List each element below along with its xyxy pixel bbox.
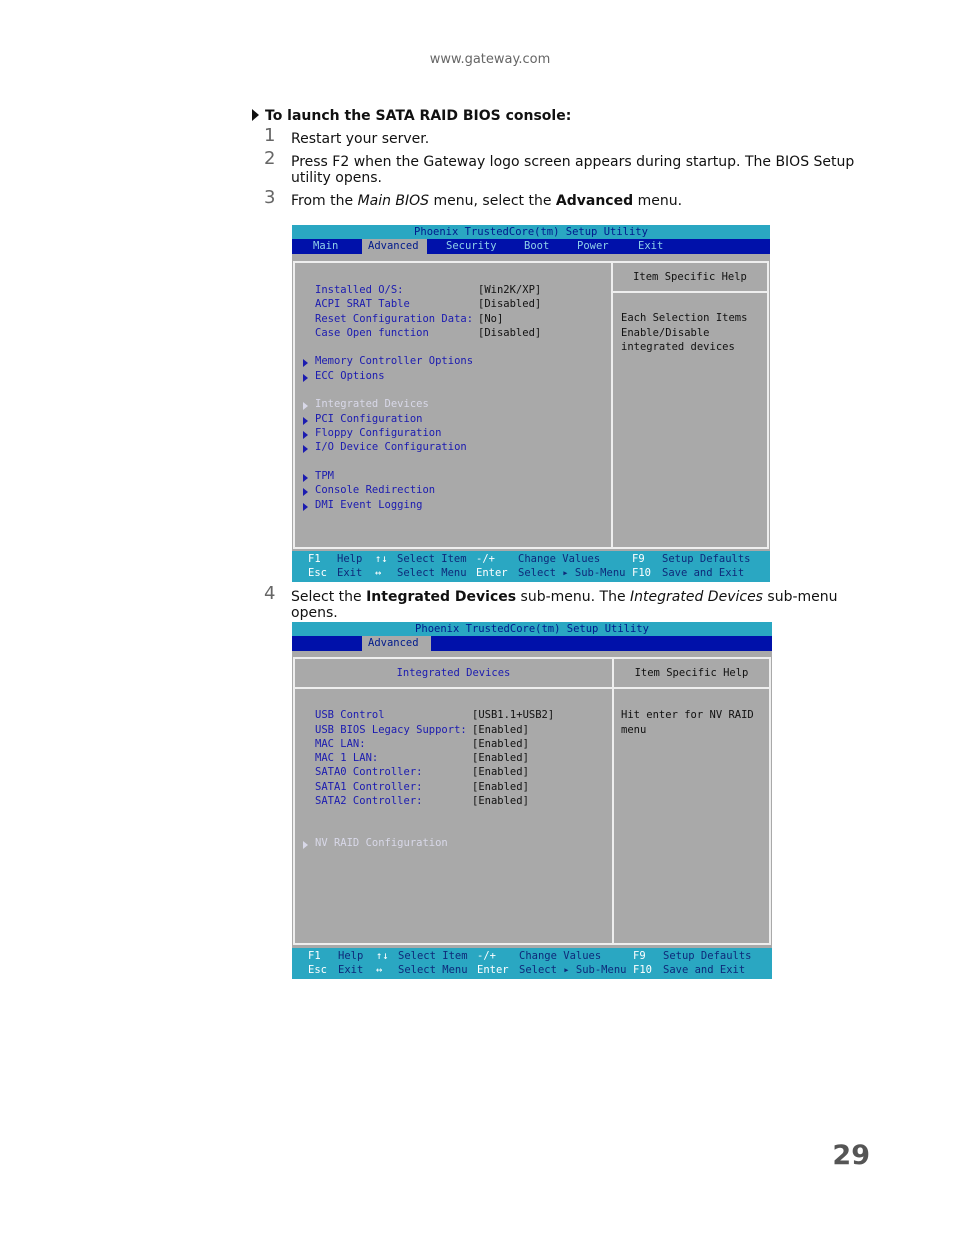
- key-f1: F1: [308, 950, 321, 962]
- bios-key-footer: [292, 948, 772, 979]
- key-esc: Esc: [308, 964, 327, 976]
- submenu-console-redirection[interactable]: Console Redirection: [315, 484, 436, 496]
- submenu-arrow-icon: [303, 841, 308, 849]
- step-number: 3: [264, 187, 276, 208]
- submenu-floppy[interactable]: Floppy Configuration: [315, 427, 442, 439]
- submenu-integrated-devices[interactable]: Integrated Devices: [315, 398, 429, 410]
- key-desc: Select ▸ Sub-Menu: [518, 567, 626, 579]
- submenu-arrow-icon: [303, 503, 308, 511]
- setting-label[interactable]: MAC 1 LAN:: [315, 752, 379, 764]
- menu-boot[interactable]: Boot: [524, 240, 550, 252]
- submenu-ecc[interactable]: ECC Options: [315, 370, 385, 382]
- setting-value[interactable]: [Disabled]: [478, 298, 542, 310]
- submenu-arrow-icon: [303, 445, 308, 453]
- submenu-io-device[interactable]: I/O Device Configuration: [315, 441, 467, 453]
- key-minus-plus: -/+: [477, 950, 496, 962]
- help-panel: [612, 657, 771, 945]
- setting-value[interactable]: [Enabled]: [472, 766, 529, 778]
- submenu-arrow-icon: [303, 402, 308, 410]
- menu-main[interactable]: Main: [313, 240, 339, 252]
- submenu-arrow-icon: [303, 374, 308, 382]
- submenu-dmi-event[interactable]: DMI Event Logging: [315, 499, 423, 511]
- key-desc: Exit: [337, 567, 363, 579]
- key-enter: Enter: [477, 964, 509, 976]
- menu-security[interactable]: Security: [446, 240, 497, 252]
- bios-key-footer: [292, 551, 770, 582]
- submenu-memory-controller[interactable]: Memory Controller Options: [315, 355, 474, 367]
- bios-menu-bar: [292, 239, 770, 254]
- setting-label[interactable]: SATA1 Controller:: [315, 781, 423, 793]
- setting-label[interactable]: MAC LAN:: [315, 738, 366, 750]
- settings-panel: [293, 657, 614, 945]
- key-desc: Select Menu: [397, 567, 467, 579]
- key-enter: Enter: [476, 567, 508, 579]
- menu-advanced[interactable]: Advanced: [362, 239, 427, 254]
- setting-value[interactable]: [Enabled]: [472, 795, 529, 807]
- setting-label[interactable]: SATA0 Controller:: [315, 766, 423, 778]
- step-number: 2: [264, 148, 276, 169]
- key-desc: Select Menu: [398, 964, 468, 976]
- menu-exit[interactable]: Exit: [638, 240, 664, 252]
- key-desc: Select Item: [398, 950, 468, 962]
- key-desc: Setup Defaults: [663, 950, 752, 962]
- submenu-arrow-icon: [303, 488, 308, 496]
- key-arrows-updown: ↑↓: [375, 553, 388, 565]
- key-minus-plus: -/+: [476, 553, 495, 565]
- setting-value[interactable]: [Enabled]: [472, 738, 529, 750]
- bios-menu-bar: [292, 636, 772, 651]
- setting-label[interactable]: Case Open function: [315, 327, 429, 339]
- triangle-bullet-icon: [252, 109, 259, 121]
- site-url: www.gateway.com: [429, 52, 551, 67]
- setting-label[interactable]: USB Control: [315, 709, 385, 721]
- key-desc: Setup Defaults: [662, 553, 751, 565]
- help-line: Each Selection Items: [621, 312, 748, 324]
- key-desc: Select Item: [397, 553, 467, 565]
- setting-value[interactable]: [Win2K/XP]: [478, 284, 542, 296]
- setting-value[interactable]: [Enabled]: [472, 781, 529, 793]
- submenu-tpm[interactable]: TPM: [315, 470, 334, 482]
- submenu-nv-raid[interactable]: NV RAID Configuration: [315, 837, 448, 849]
- bios-title: Phoenix TrustedCore(tm) Setup Utility: [292, 225, 770, 239]
- help-panel: [611, 261, 769, 549]
- key-f1: F1: [308, 553, 321, 565]
- step-text: Select the Integrated Devices sub-menu. The Integrated Devices sub-menu opens.: [291, 589, 838, 621]
- setting-label[interactable]: USB BIOS Legacy Support:: [315, 724, 467, 736]
- key-arrows-leftright: ↔: [375, 567, 382, 579]
- page-number: 29: [832, 1140, 870, 1171]
- key-f10: F10: [633, 964, 652, 976]
- key-desc: Select ▸ Sub-Menu: [519, 964, 627, 976]
- key-f9: F9: [632, 553, 645, 565]
- key-desc: Change Values: [519, 950, 602, 962]
- settings-panel: [293, 261, 613, 549]
- key-desc: Save and Exit: [662, 567, 745, 579]
- key-desc: Change Values: [518, 553, 601, 565]
- submenu-arrow-icon: [303, 417, 308, 425]
- key-f10: F10: [632, 567, 651, 579]
- setting-label[interactable]: Installed O/S:: [315, 284, 404, 296]
- key-desc: Help: [337, 553, 363, 565]
- help-title: Item Specific Help: [613, 263, 767, 293]
- step-text: Press F2 when the Gateway logo screen appears during startup. The BIOS Setup utility opens.: [291, 154, 855, 186]
- heading-text: To launch the SATA RAID BIOS console:: [265, 108, 572, 124]
- step-2: [264, 148, 864, 186]
- help-title: Item Specific Help: [614, 659, 769, 689]
- key-desc: Exit: [338, 964, 364, 976]
- key-desc: Help: [338, 950, 364, 962]
- step-number: 1: [264, 125, 276, 146]
- menu-advanced[interactable]: Advanced: [362, 636, 431, 651]
- help-line: Hit enter for NV RAID: [621, 709, 754, 721]
- help-line: Enable/Disable: [621, 327, 710, 339]
- setting-value[interactable]: [No]: [478, 313, 504, 325]
- setting-value[interactable]: [USB1.1+USB2]: [472, 709, 555, 721]
- step-4: [264, 583, 864, 621]
- step-text: From the Main BIOS menu, select the Advanced menu.: [291, 193, 683, 209]
- key-desc: Save and Exit: [663, 964, 746, 976]
- submenu-arrow-icon: [303, 359, 308, 367]
- setting-label[interactable]: SATA2 Controller:: [315, 795, 423, 807]
- panel-title: Integrated Devices: [295, 659, 612, 689]
- menu-power[interactable]: Power: [577, 240, 609, 252]
- bios-screen-integrated-devices: [292, 622, 772, 979]
- key-esc: Esc: [308, 567, 327, 579]
- step-3: [264, 187, 864, 209]
- step-1: [264, 125, 864, 147]
- setting-value[interactable]: [Enabled]: [472, 752, 529, 764]
- help-line: menu: [621, 724, 647, 736]
- setting-label[interactable]: ACPI SRAT Table: [315, 298, 410, 310]
- bios-title: Phoenix TrustedCore(tm) Setup Utility: [292, 622, 772, 636]
- submenu-arrow-icon: [303, 474, 308, 482]
- help-line: integrated devices: [621, 341, 735, 353]
- procedure-heading: [252, 108, 571, 124]
- key-arrows-leftright: ↔: [376, 964, 383, 976]
- step-text: Restart your server.: [291, 131, 430, 147]
- setting-value[interactable]: [Enabled]: [472, 724, 529, 736]
- key-arrows-updown: ↑↓: [376, 950, 389, 962]
- submenu-arrow-icon: [303, 431, 308, 439]
- step-number: 4: [264, 583, 276, 604]
- key-f9: F9: [633, 950, 646, 962]
- submenu-pci[interactable]: PCI Configuration: [315, 413, 423, 425]
- bios-screen-advanced: [292, 225, 770, 582]
- setting-label[interactable]: Reset Configuration Data:: [315, 313, 474, 325]
- setting-value[interactable]: [Disabled]: [478, 327, 542, 339]
